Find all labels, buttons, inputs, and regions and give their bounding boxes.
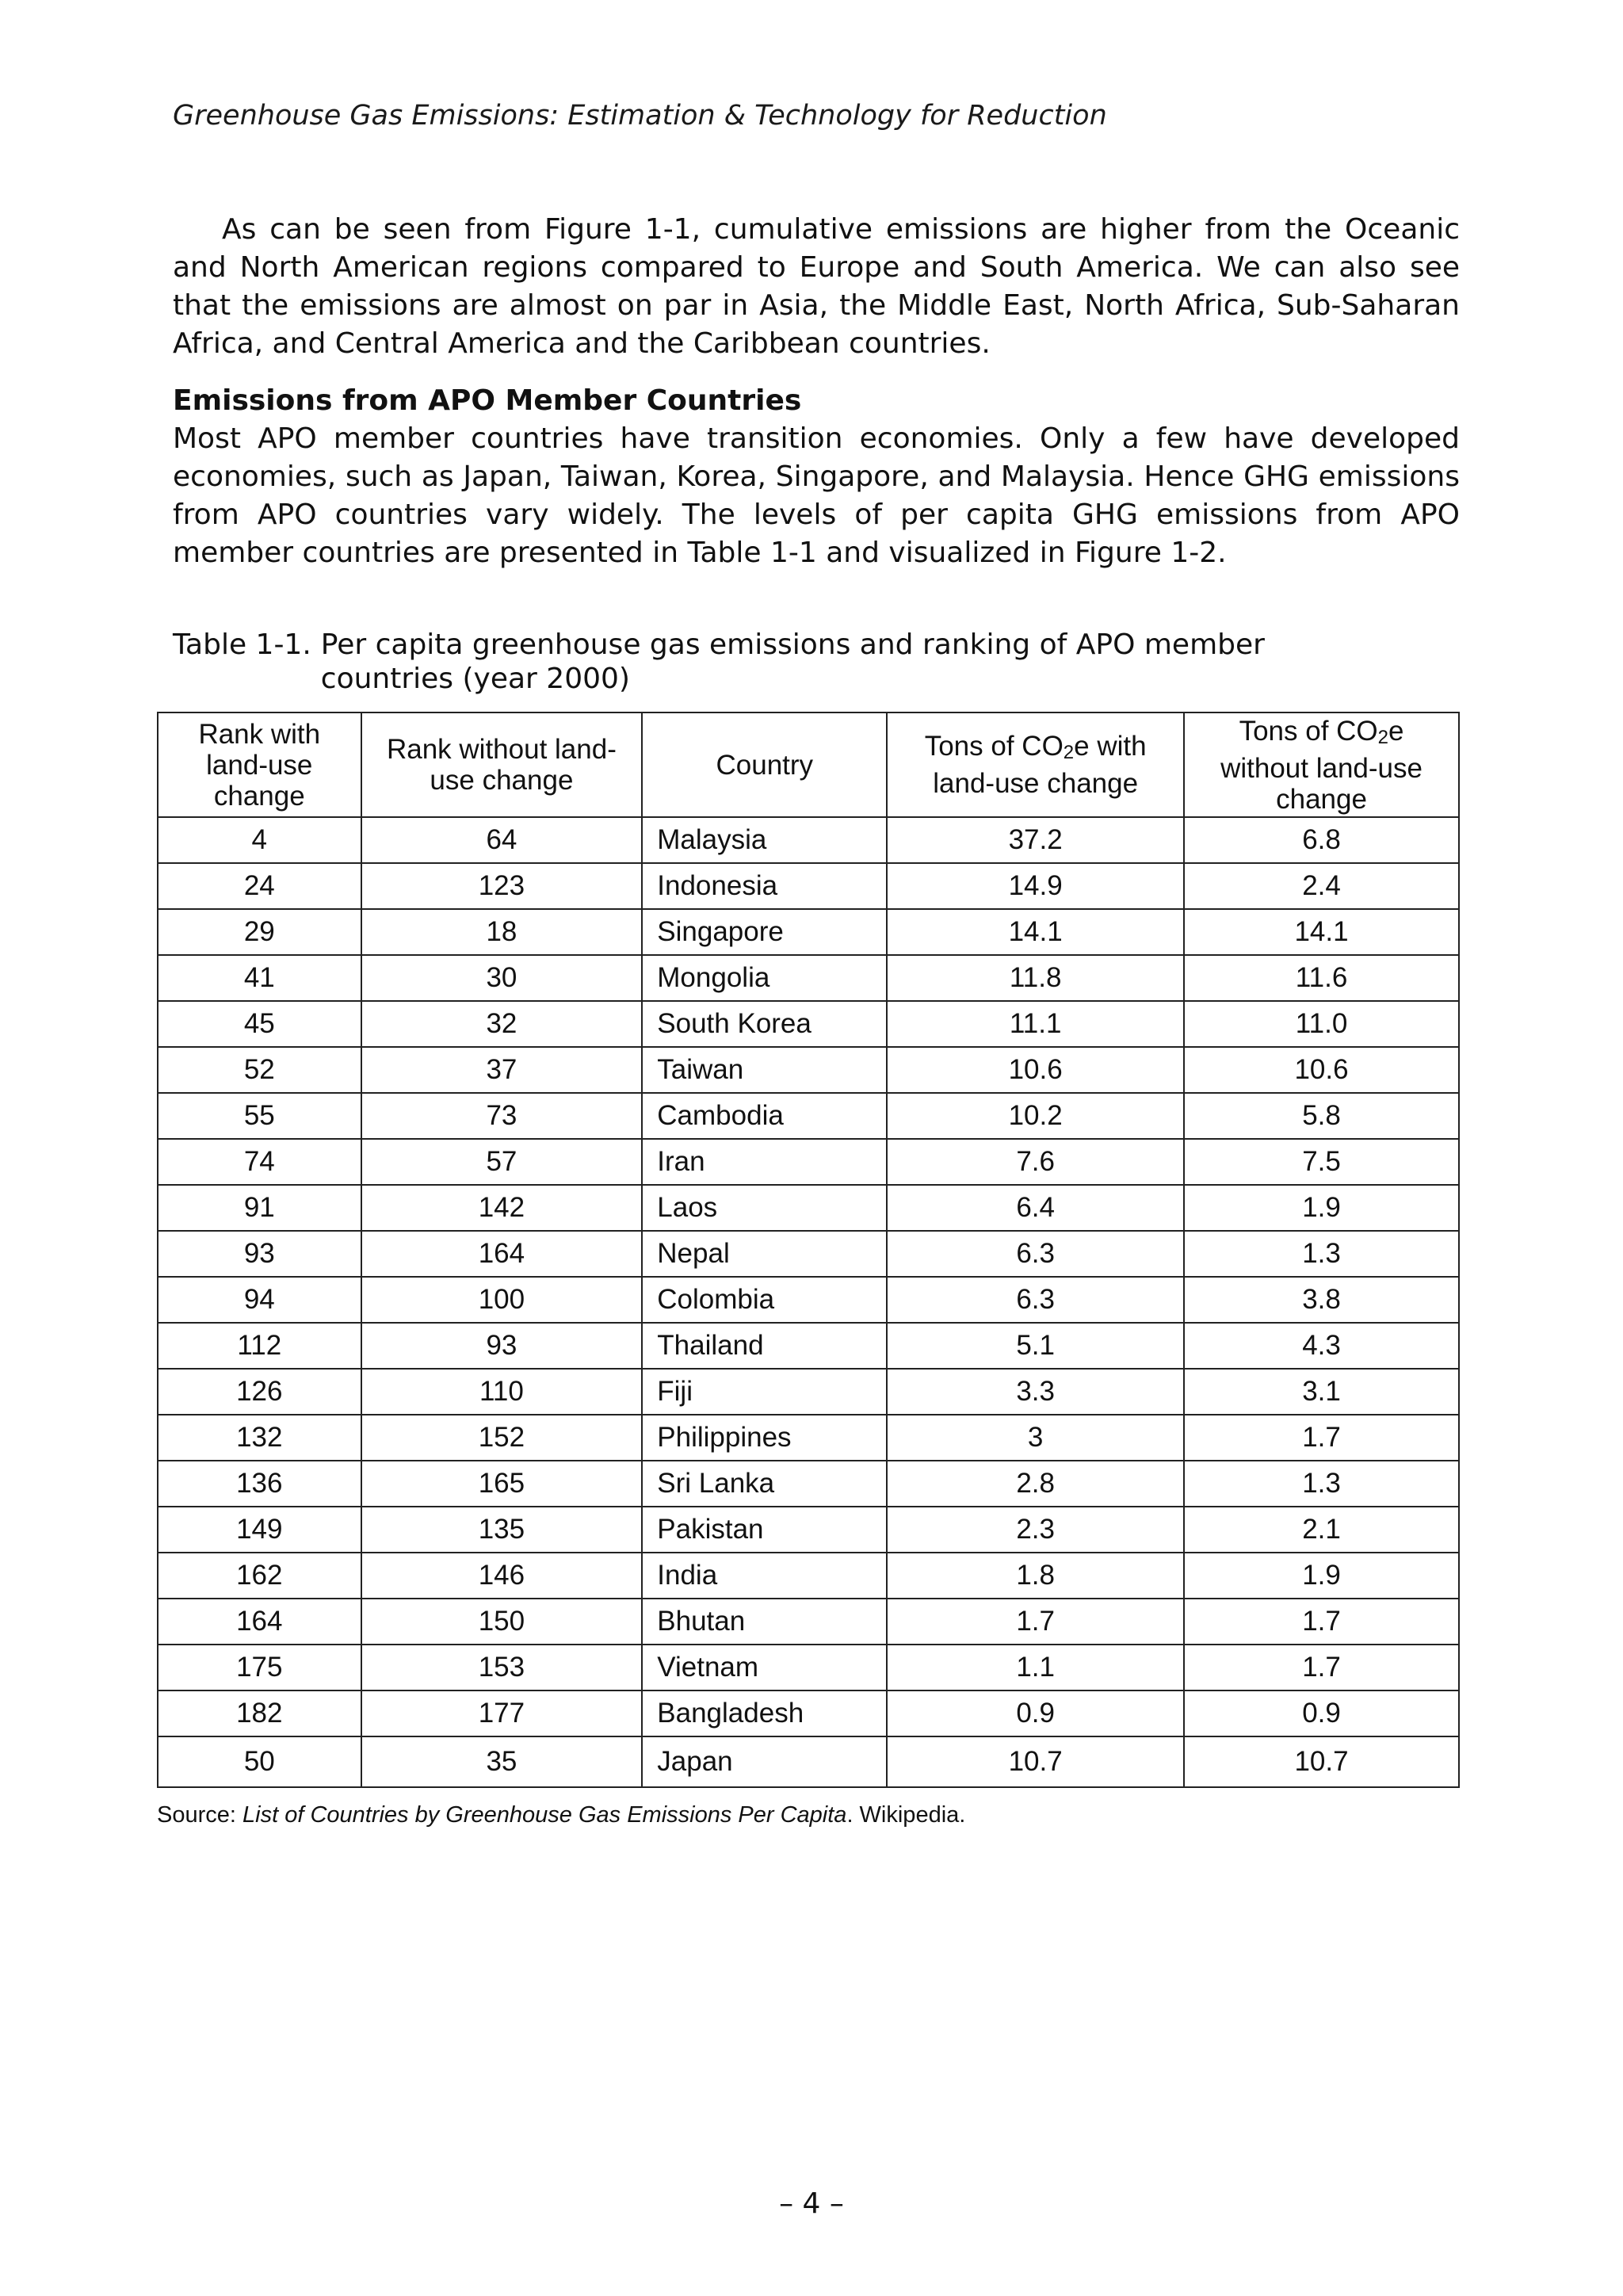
table-header-row	[158, 712, 1459, 817]
cell-tons-without: 3.8	[1184, 1277, 1459, 1323]
cell-rank-with: 93	[158, 1231, 361, 1277]
cell-tons-with: 6.3	[887, 1277, 1184, 1323]
cell-rank-with: 74	[158, 1139, 361, 1185]
cell-country: Thailand	[642, 1323, 887, 1369]
cell-country: Philippines	[642, 1415, 887, 1461]
cell-tons-with: 14.9	[887, 863, 1184, 909]
cell-tons-with: 3	[887, 1415, 1184, 1461]
table-row	[158, 1001, 1459, 1047]
table-row	[158, 817, 1459, 863]
table-row	[158, 1047, 1459, 1093]
cell-tons-with: 1.7	[887, 1599, 1184, 1645]
cell-rank-without: 18	[361, 909, 643, 955]
cell-tons-with: 3.3	[887, 1369, 1184, 1415]
table-row	[158, 1323, 1459, 1369]
table-row	[158, 1645, 1459, 1690]
cell-tons-with: 10.7	[887, 1736, 1184, 1787]
cell-tons-with: 1.1	[887, 1645, 1184, 1690]
cell-rank-without: 35	[361, 1736, 643, 1787]
table-row	[158, 1185, 1459, 1231]
table-row	[158, 955, 1459, 1001]
cell-rank-without: 165	[361, 1461, 643, 1507]
cell-tons-with: 14.1	[887, 909, 1184, 955]
cell-tons-with: 2.8	[887, 1461, 1184, 1507]
page-number: – 4 –	[779, 2187, 844, 2220]
cell-rank-without: 64	[361, 817, 643, 863]
cell-rank-without: 152	[361, 1415, 643, 1461]
table-row	[158, 1461, 1459, 1507]
cell-tons-with: 5.1	[887, 1323, 1184, 1369]
cell-rank-with: 29	[158, 909, 361, 955]
cell-country: Malaysia	[642, 817, 887, 863]
cell-country: Bhutan	[642, 1599, 887, 1645]
table-row	[158, 1369, 1459, 1415]
header-tons-without-post: e without land-use change	[1220, 715, 1423, 815]
cell-rank-with: 112	[158, 1323, 361, 1369]
table-row	[158, 1231, 1459, 1277]
cell-tons-with: 2.3	[887, 1507, 1184, 1553]
header-tons-without-sub: 2	[1377, 726, 1389, 748]
cell-rank-without: 73	[361, 1093, 643, 1139]
cell-tons-without: 1.9	[1184, 1553, 1459, 1599]
header-rank-without: Rank without land-use change	[361, 712, 643, 817]
cell-rank-without: 110	[361, 1369, 643, 1415]
cell-rank-without: 146	[361, 1553, 643, 1599]
cell-rank-without: 37	[361, 1047, 643, 1093]
cell-country: India	[642, 1553, 887, 1599]
header-tons-without	[1184, 712, 1459, 817]
cell-rank-without: 164	[361, 1231, 643, 1277]
cell-tons-with: 37.2	[887, 817, 1184, 863]
cell-rank-without: 123	[361, 863, 643, 909]
cell-tons-without: 2.4	[1184, 863, 1459, 909]
cell-rank-without: 142	[361, 1185, 643, 1231]
cell-country: Taiwan	[642, 1047, 887, 1093]
header-tons-with	[887, 712, 1184, 817]
cell-tons-without: 7.5	[1184, 1139, 1459, 1185]
table-row	[158, 1736, 1459, 1787]
cell-tons-with: 6.4	[887, 1185, 1184, 1231]
cell-rank-with: 50	[158, 1736, 361, 1787]
cell-tons-without: 3.1	[1184, 1369, 1459, 1415]
cell-country: Pakistan	[642, 1507, 887, 1553]
cell-tons-with: 1.8	[887, 1553, 1184, 1599]
table-row	[158, 1553, 1459, 1599]
cell-tons-with: 11.1	[887, 1001, 1184, 1047]
source-label: Source:	[157, 1802, 236, 1828]
cell-rank-without: 100	[361, 1277, 643, 1323]
table-source	[157, 1797, 1460, 1832]
cell-rank-with: 4	[158, 817, 361, 863]
cell-tons-without: 1.3	[1184, 1231, 1459, 1277]
cell-tons-without: 10.6	[1184, 1047, 1459, 1093]
cell-country: Mongolia	[642, 955, 887, 1001]
table-caption-label: Table 1-1.	[173, 628, 311, 661]
running-header: Greenhouse Gas Emissions: Estimation & Technology for Reduction	[173, 100, 1107, 132]
cell-rank-with: 91	[158, 1185, 361, 1231]
cell-rank-with: 55	[158, 1093, 361, 1139]
cell-rank-with: 162	[158, 1553, 361, 1599]
apo-paragraph: Most APO member countries have transition economies. Only a few have developed economies, such as Japan, Taiwan, Korea, Singapore, and Malaysia. Hence GHG emissions from APO countries vary widely. The levels of per capita GHG emissions from APO member countries are presented in Table 1-1 and visualized in Figure 1-2.	[173, 422, 1460, 569]
header-tons-with-pre: Tons of CO	[924, 731, 1064, 762]
cell-rank-with: 175	[158, 1645, 361, 1690]
source-title: List of Countries by Greenhouse Gas Emissions Per Capita	[242, 1802, 847, 1828]
cell-rank-without: 135	[361, 1507, 643, 1553]
table-row	[158, 1507, 1459, 1553]
cell-country: South Korea	[642, 1001, 887, 1047]
intro-paragraph: As can be seen from Figure 1-1, cumulative emissions are higher from the Oceanic and North American regions compared to Europe and South America. We can also see that the emissions are almost on par in Asia, the Middle East, North Africa, Sub-Saharan Africa, and Central America and the Caribbean countries.	[173, 213, 1460, 360]
cell-rank-without: 93	[361, 1323, 643, 1369]
cell-tons-with: 6.3	[887, 1231, 1184, 1277]
table-caption-text: Per capita greenhouse gas emissions and ranking of APO member countries (year 2000)	[320, 628, 1265, 695]
cell-rank-without: 177	[361, 1690, 643, 1736]
cell-tons-without: 11.6	[1184, 955, 1459, 1001]
header-tons-with-post: e with land-use change	[933, 731, 1147, 799]
cell-rank-with: 45	[158, 1001, 361, 1047]
cell-tons-with: 7.6	[887, 1139, 1184, 1185]
cell-tons-with: 10.6	[887, 1047, 1184, 1093]
cell-country: Colombia	[642, 1277, 887, 1323]
cell-rank-without: 32	[361, 1001, 643, 1047]
cell-country: Sri Lanka	[642, 1461, 887, 1507]
cell-country: Japan	[642, 1736, 887, 1787]
cell-tons-without: 1.3	[1184, 1461, 1459, 1507]
cell-rank-without: 30	[361, 955, 643, 1001]
table-row	[158, 1139, 1459, 1185]
table-caption	[173, 628, 1460, 696]
cell-tons-with: 0.9	[887, 1690, 1184, 1736]
header-country: Country	[642, 712, 887, 817]
table-row	[158, 1093, 1459, 1139]
cell-country: Indonesia	[642, 863, 887, 909]
cell-tons-without: 1.7	[1184, 1645, 1459, 1690]
table-row	[158, 1277, 1459, 1323]
cell-tons-without: 14.1	[1184, 909, 1459, 955]
header-tons-without-pre: Tons of CO	[1239, 715, 1378, 747]
cell-tons-without: 5.8	[1184, 1093, 1459, 1139]
cell-rank-with: 41	[158, 955, 361, 1001]
cell-rank-with: 126	[158, 1369, 361, 1415]
cell-country: Cambodia	[642, 1093, 887, 1139]
cell-tons-without: 6.8	[1184, 817, 1459, 863]
cell-tons-without: 2.1	[1184, 1507, 1459, 1553]
cell-rank-with: 52	[158, 1047, 361, 1093]
cell-tons-without: 0.9	[1184, 1690, 1459, 1736]
cell-tons-with: 10.2	[887, 1093, 1184, 1139]
cell-tons-without: 10.7	[1184, 1736, 1459, 1787]
cell-rank-with: 24	[158, 863, 361, 909]
cell-country: Nepal	[642, 1231, 887, 1277]
header-rank-with: Rank with land-use change	[158, 712, 361, 817]
cell-tons-without: 11.0	[1184, 1001, 1459, 1047]
table-row	[158, 909, 1459, 955]
cell-country: Singapore	[642, 909, 887, 955]
cell-rank-without: 57	[361, 1139, 643, 1185]
cell-rank-with: 149	[158, 1507, 361, 1553]
cell-rank-with: 136	[158, 1461, 361, 1507]
cell-country: Vietnam	[642, 1645, 887, 1690]
cell-rank-without: 150	[361, 1599, 643, 1645]
cell-rank-with: 132	[158, 1415, 361, 1461]
source-suffix: . Wikipedia.	[846, 1802, 966, 1828]
cell-country: Laos	[642, 1185, 887, 1231]
section-heading: Emissions from APO Member Countries	[173, 384, 802, 417]
emissions-table	[157, 712, 1460, 1788]
cell-country: Iran	[642, 1139, 887, 1185]
header-tons-with-sub: 2	[1063, 742, 1075, 763]
cell-country: Fiji	[642, 1369, 887, 1415]
table-row	[158, 1690, 1459, 1736]
cell-tons-without: 1.9	[1184, 1185, 1459, 1231]
cell-tons-without: 1.7	[1184, 1415, 1459, 1461]
cell-country: Bangladesh	[642, 1690, 887, 1736]
table-row	[158, 1599, 1459, 1645]
table-row	[158, 1415, 1459, 1461]
cell-rank-with: 164	[158, 1599, 361, 1645]
cell-rank-with: 94	[158, 1277, 361, 1323]
cell-tons-without: 1.7	[1184, 1599, 1459, 1645]
cell-tons-with: 11.8	[887, 955, 1184, 1001]
cell-rank-without: 153	[361, 1645, 643, 1690]
cell-rank-with: 182	[158, 1690, 361, 1736]
document-page	[157, 94, 1460, 1855]
cell-tons-without: 4.3	[1184, 1323, 1459, 1369]
table-row	[158, 863, 1459, 909]
